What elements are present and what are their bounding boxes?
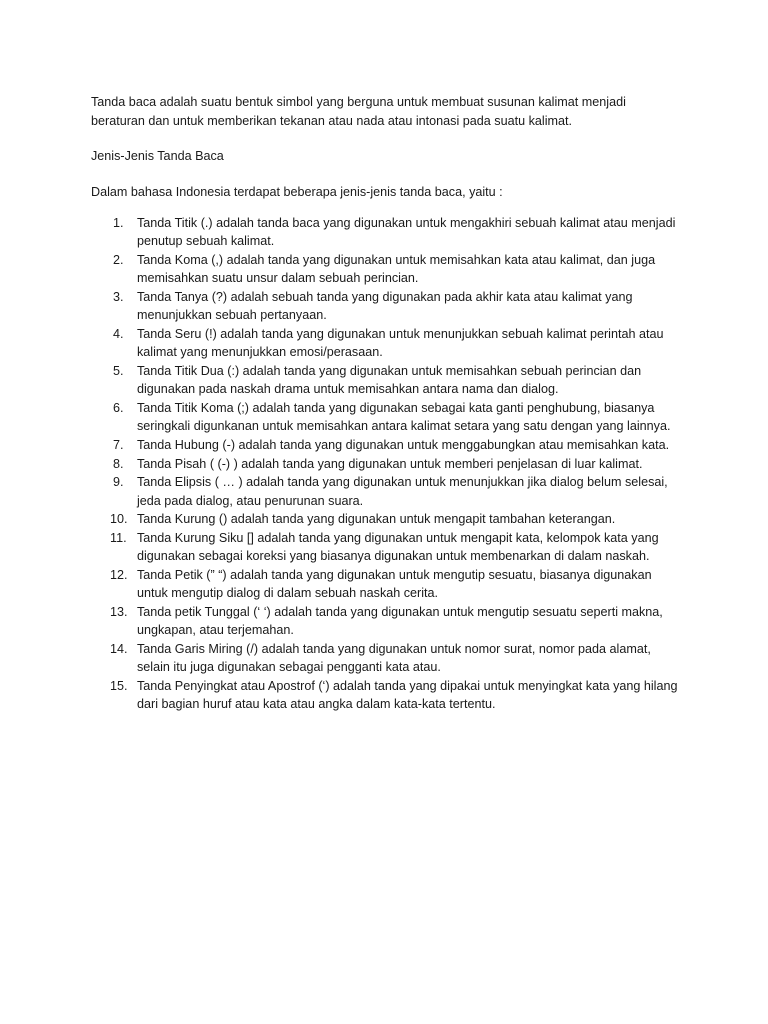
list-item: [91, 325, 678, 362]
list-item: [91, 510, 678, 528]
list-item: [91, 362, 678, 399]
lead-paragraph: Dalam bahasa Indonesia terdapat beberapa jenis-jenis tanda baca, yaitu :: [91, 184, 503, 199]
list-item-number: 10.: [110, 512, 128, 527]
list-item: [91, 529, 678, 566]
list-item-text: Tanda Kurung Siku [] adalah tanda yang digunakan untuk mengapit kata, kelompok kata yang digunakan sebagai koreksi yang biasanya digunakan untuk membenarkan di dalam naskah.: [137, 530, 659, 564]
list-item-text: Tanda Kurung () adalah tanda yang digunakan untuk mengapit tambahan keterangan.: [137, 512, 616, 527]
list-item-number: 11.: [110, 530, 127, 545]
list-item-number: 8.: [113, 456, 124, 471]
list-item-text: Tanda Titik (.) adalah tanda baca yang digunakan untuk mengakhiri sebuah kalimat atau menjadi penutup sebuah kalimat.: [137, 216, 676, 249]
list-item-number: 13.: [110, 604, 128, 619]
list-item: [91, 603, 678, 640]
list-item: [91, 214, 678, 251]
list-item: [91, 251, 678, 288]
list-item-text: Tanda Elipsis ( … ) adalah tanda yang digunakan untuk menunjukkan jika dialog belum selesai, jeda pada dialog, atau penurunan suara.: [137, 475, 668, 508]
list-item-text: Tanda Pisah ( (-) ) adalah tanda yang digunakan untuk memberi penjelasan di luar kalimat.: [137, 456, 643, 471]
list-item-number: 6.: [113, 400, 124, 415]
list-item-number: 4.: [113, 326, 124, 341]
punctuation-list: [91, 214, 678, 713]
list-item-text: Tanda Garis Miring (/) adalah tanda yang digunakan untuk nomor surat, nomor pada alamat, selain itu juga digunakan sebagai pengganti kata atau.: [137, 641, 651, 675]
list-item: [91, 288, 678, 325]
list-item-text: Tanda Tanya (?) adalah sebuah tanda yang digunakan pada akhir kata atau kalimat yang menunjukkan sebuah pertanyaan.: [137, 289, 633, 323]
list-item: [91, 436, 678, 454]
list-item-number: 12.: [110, 567, 128, 582]
list-item-text: Tanda Koma (,) adalah tanda yang digunakan untuk memisahkan kata atau kalimat, dan juga memisahkan suatu unsur dalam sebuah perincian.: [137, 252, 656, 286]
list-item: [91, 399, 678, 436]
list-item-number: 3.: [113, 289, 124, 304]
list-item-text: Tanda Seru (!) adalah tanda yang digunakan untuk menunjukkan sebuah kalimat perintah atau kalimat yang menunjukkan emosi/perasaan.: [137, 326, 664, 360]
list-item: [91, 473, 678, 510]
list-item-number: 2.: [113, 252, 124, 267]
list-item: [91, 677, 678, 714]
list-item-text: Tanda Titik Koma (;) adalah tanda yang digunakan sebagai kata ganti penghubung, biasanya seringkali digunkanan untuk memisahkan antara kalimat setara yang satu dengan yang lainnya.: [137, 400, 671, 434]
list-item-text: Tanda Penyingkat atau Apostrof (‘) adalah tanda yang dipakai untuk menyingkat kata yang hilang dari bagian huruf atau kata atau angka dalam kata-kata tertentu.: [137, 678, 678, 712]
list-item-number: 15.: [110, 678, 128, 693]
list-item-text: Tanda petik Tunggal (‘ ‘) adalah tanda yang digunakan untuk mengutip sesuatu seperti makna, ungkapan, atau terjemahan.: [137, 604, 663, 638]
intro-paragraph: Tanda baca adalah suatu bentuk simbol yang berguna untuk membuat susunan kalimat menjadi beraturan dan untuk memberikan tekanan atau nada atau intonasi pada suatu kalimat.: [91, 95, 626, 128]
list-item: [91, 455, 678, 473]
list-item-number: 5.: [113, 363, 124, 378]
list-item-text: Tanda Titik Dua (:) adalah tanda yang digunakan untuk memisahkan sebuah perincian dan digunakan pada naskah drama untuk memisahkan antara nama dan dialog.: [137, 363, 642, 397]
list-item-text: Tanda Petik (” “) adalah tanda yang digunakan untuk mengutip sesuatu, biasanya digunakan untuk mengutip dialog di dalam sebuah naskah cerita.: [137, 567, 652, 601]
section-heading: Jenis-Jenis Tanda Baca: [91, 149, 224, 163]
list-item-number: 7.: [113, 437, 124, 452]
list-item: [91, 566, 678, 603]
list-item-number: 9.: [113, 475, 124, 490]
list-item-number: 14.: [110, 641, 128, 656]
list-item-text: Tanda Hubung (-) adalah tanda yang digunakan untuk menggabungkan atau memisahkan kata.: [137, 437, 670, 452]
list-item-number: 1.: [113, 216, 124, 230]
list-item: [91, 640, 678, 677]
